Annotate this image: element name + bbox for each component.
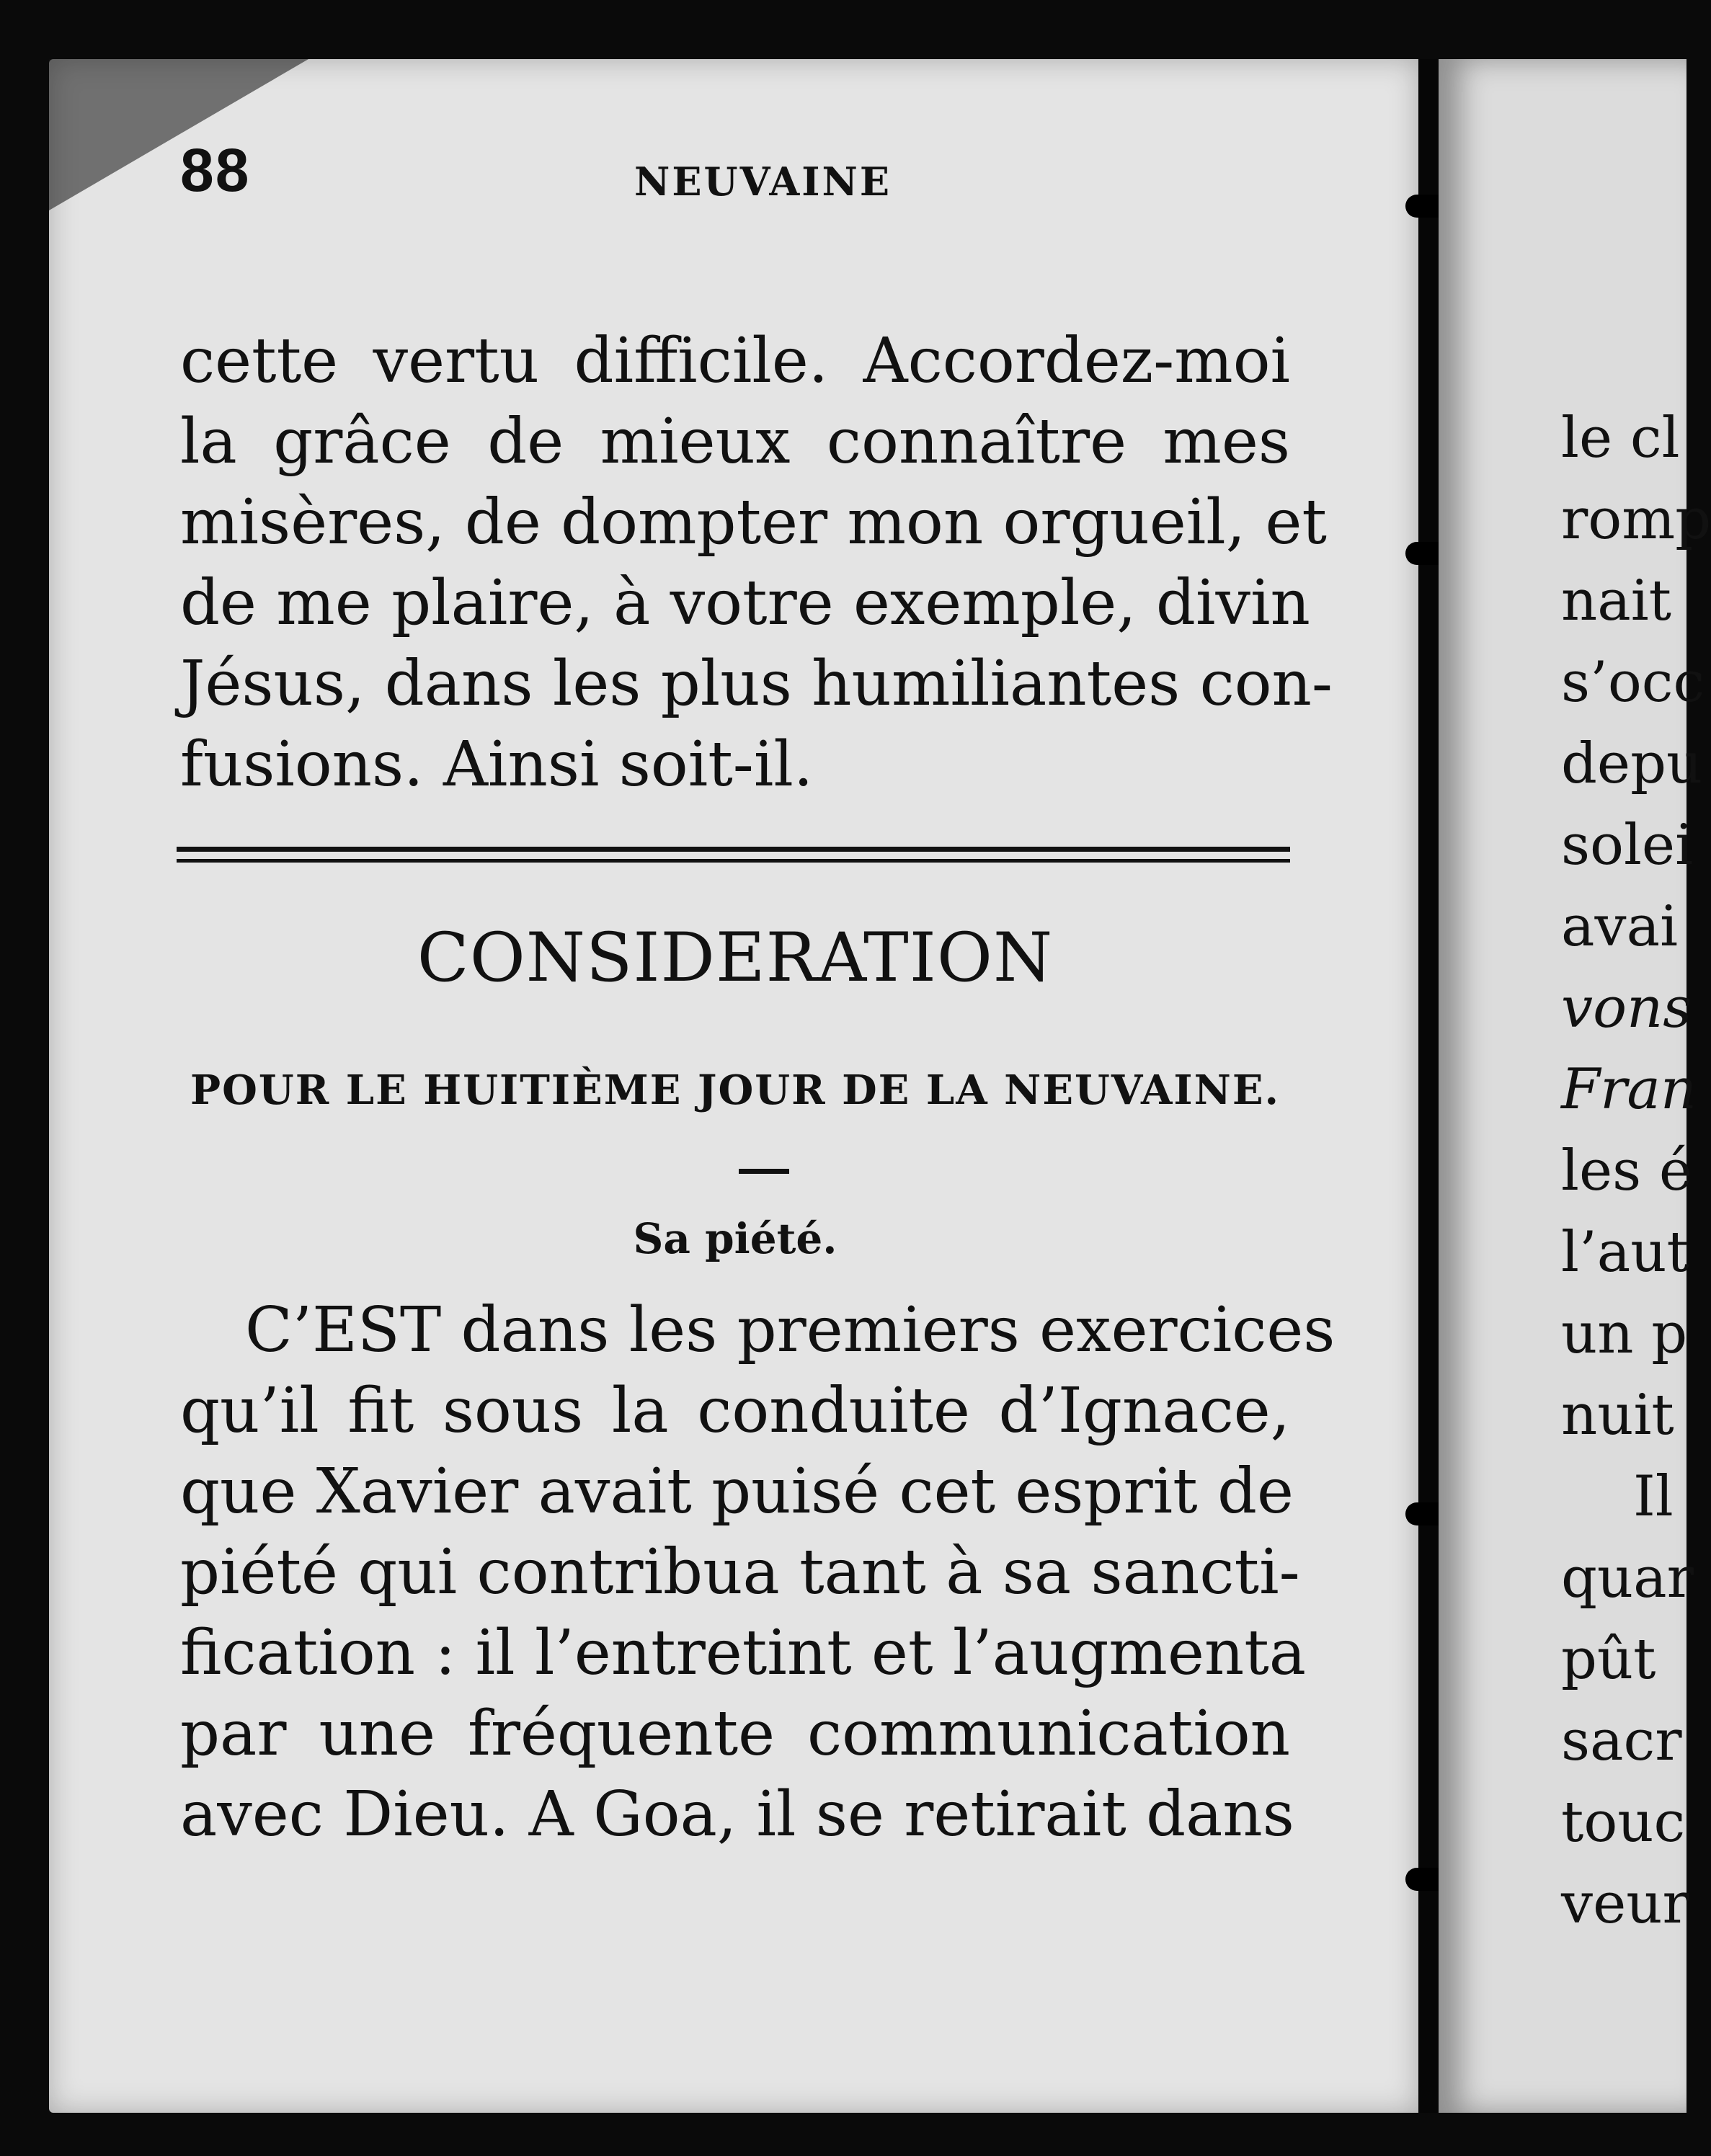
section-subtitle: POUR LE HUITIÈME JOUR DE LA NEUVAINE. bbox=[190, 1066, 1280, 1114]
section-title: CONSIDERATION bbox=[417, 919, 1054, 997]
right-line: avai bbox=[1561, 894, 1679, 959]
double-rule-divider bbox=[177, 847, 1290, 863]
body-line: par une fréquente communication bbox=[180, 1698, 1290, 1770]
right-line: romp bbox=[1561, 487, 1711, 552]
right-line: pût bbox=[1561, 1627, 1656, 1692]
right-line: depu bbox=[1561, 731, 1703, 796]
body-line: qu’il fit sous la conduite d’Ignace, bbox=[180, 1375, 1290, 1447]
small-heading: Sa piété. bbox=[633, 1214, 837, 1263]
prayer-paragraph bbox=[180, 321, 1333, 805]
prayer-line: cette vertu difficile. Accordez-moi bbox=[180, 325, 1290, 397]
right-line: l’aut bbox=[1561, 1220, 1689, 1285]
body-line: fication : il l’entretint et l’augmenta bbox=[180, 1617, 1307, 1689]
body-paragraph bbox=[180, 1290, 1336, 1855]
book-spine bbox=[1418, 59, 1439, 2113]
prayer-line: misères, de dompter mon orgueil, et bbox=[180, 486, 1327, 558]
page-number: 88 bbox=[180, 136, 251, 204]
right-line: nuit bbox=[1561, 1383, 1674, 1448]
prayer-line: Jésus, dans les plus humiliantes con- bbox=[180, 648, 1333, 720]
right-line: Il bbox=[1633, 1464, 1674, 1529]
right-line: les é bbox=[1561, 1139, 1693, 1203]
right-page bbox=[1439, 59, 1711, 2113]
right-line: quar bbox=[1561, 1546, 1694, 1611]
right-line: solei bbox=[1561, 813, 1694, 878]
right-page-text bbox=[1561, 398, 1711, 1945]
body-line: avec Dieu. A Goa, il se retirait dans bbox=[180, 1778, 1294, 1850]
right-line: nait bbox=[1561, 569, 1672, 633]
right-line: vons bbox=[1561, 976, 1692, 1041]
right-line: sacr bbox=[1561, 1709, 1682, 1773]
right-line: Fran bbox=[1561, 1057, 1697, 1122]
running-head: NEUVAINE bbox=[634, 159, 892, 205]
prayer-line: la grâce de mieux connaître mes bbox=[180, 406, 1290, 478]
right-line: un p bbox=[1561, 1301, 1688, 1366]
prayer-line: fusions. Ainsi soit-il. bbox=[180, 729, 814, 801]
body-line: C’EST dans les premiers exercices bbox=[245, 1294, 1336, 1366]
dog-ear-fold bbox=[49, 59, 308, 210]
body-line: piété qui contribua tant à sa sancti- bbox=[180, 1536, 1300, 1608]
right-line: le cl bbox=[1561, 406, 1680, 471]
prayer-line: de me plaire, à votre exemple, divin bbox=[180, 567, 1310, 639]
body-line: que Xavier avait puisé cet esprit de bbox=[180, 1456, 1294, 1528]
dash-divider bbox=[739, 1169, 789, 1174]
right-line: touc bbox=[1561, 1790, 1686, 1855]
right-line: s’occ bbox=[1561, 650, 1705, 715]
right-line: veur bbox=[1561, 1871, 1689, 1936]
